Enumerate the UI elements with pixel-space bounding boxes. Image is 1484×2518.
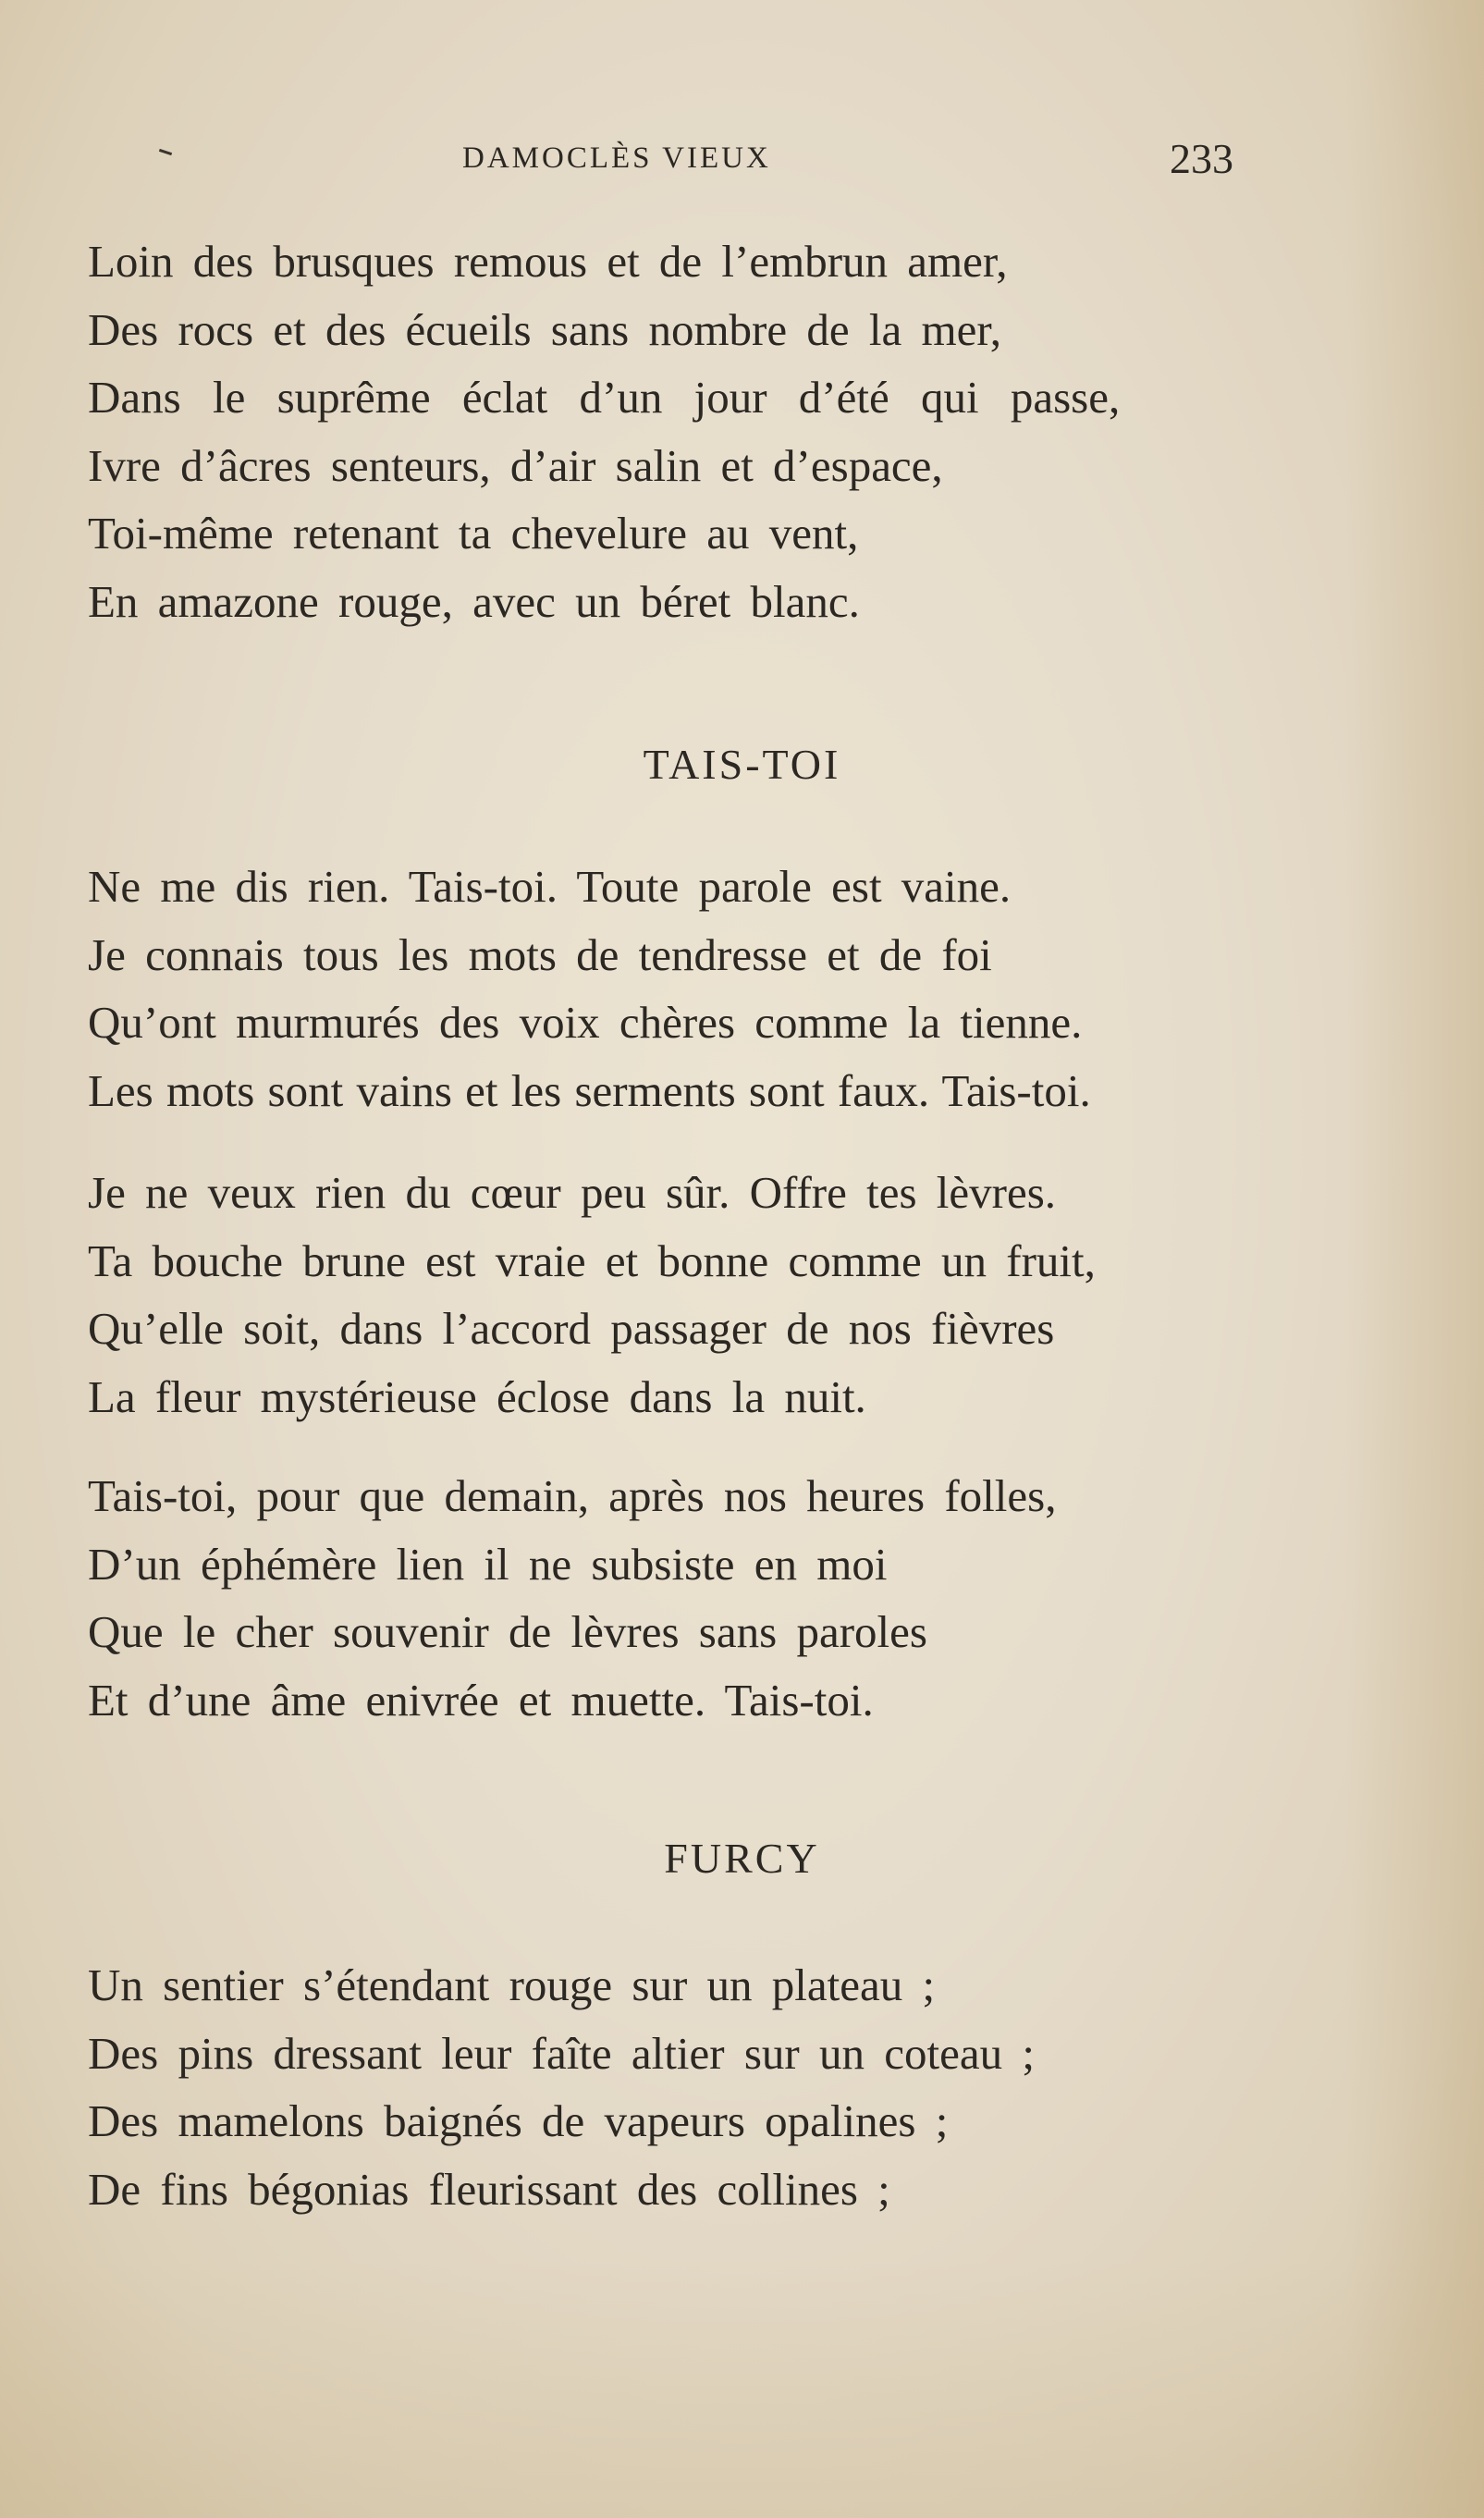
poem-title: TAIS-TOI: [643, 741, 841, 788]
printer-mark: [159, 149, 172, 155]
verse-line: Des pins dressant leur faîte altier sur un coteau ;: [88, 2027, 1035, 2079]
verse-line: Des mamelons baignés de vapeurs opalines ;: [88, 2095, 949, 2146]
verse-line: Qu’elle soit, dans l’accord passager de nos fièvres: [88, 1303, 1055, 1354]
verse-line: Ta bouche brune est vraie et bonne comme un fruit,: [88, 1234, 1096, 1286]
verse-line: De fins bégonias fleurissant des collines ;: [88, 2163, 890, 2215]
verse-line: Dans le suprême éclat d’un jour d’été qui passe,: [88, 372, 1121, 423]
verse-line: Ne me dis rien. Tais-toi. Toute parole est vaine.: [88, 861, 1012, 912]
page-number: 233: [1170, 135, 1233, 182]
verse-line: D’un éphémère lien il ne subsiste en moi: [88, 1538, 888, 1590]
verse-line: Je ne veux rien du cœur peu sûr. Offre tes lèvres.: [88, 1167, 1057, 1218]
running-head: [0, 134, 1484, 190]
verse-line: La fleur mystérieuse éclose dans la nuit.: [88, 1370, 866, 1422]
verse-line: Et d’une âme enivrée et muette. Tais-toi.: [88, 1674, 874, 1726]
poem-stanza: [88, 1462, 1056, 1734]
poem-stanza: [88, 1951, 1035, 2223]
verse-line: Que le cher souvenir de lèvres sans paroles: [88, 1606, 927, 1657]
verse-line: Qu’ont murmurés des voix chères comme la tienne.: [88, 997, 1083, 1048]
poem-stanza: [88, 1159, 1096, 1431]
verse-line: Un sentier s’étendant rouge sur un plateau ;: [88, 1959, 936, 2010]
verse-line: Loin des brusques remous et de l’embrun amer,: [88, 236, 1008, 287]
page-bottom-shading: [0, 2259, 1484, 2518]
verse-line: Les mots sont vains et les serments sont faux. Tais-toi.: [88, 1064, 1091, 1116]
poem-title: FURCY: [664, 1835, 820, 1882]
verse-line: Tais-toi, pour que demain, après nos heures folles,: [88, 1470, 1057, 1521]
running-title: DAMOCLÈS VIEUX: [462, 141, 771, 175]
page-edge-shading: [1345, 0, 1484, 2518]
verse-line: Toi-même retenant ta chevelure au vent,: [88, 508, 859, 559]
poem-stanza: [88, 853, 1091, 1124]
verse-line: En amazone rouge, avec un béret blanc.: [88, 575, 860, 627]
verse-line: Ivre d’âcres senteurs, d’air salin et d’espace,: [88, 439, 943, 491]
poem-continuation-stanza: [88, 227, 1120, 635]
verse-line: Des rocs et des écueils sans nombre de la mer,: [88, 303, 1001, 355]
verse-line: Je connais tous les mots de tendresse et de foi: [88, 928, 992, 980]
